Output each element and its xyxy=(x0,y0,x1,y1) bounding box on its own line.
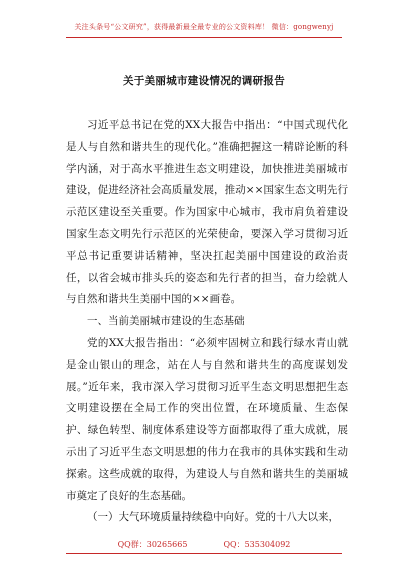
footer-contact xyxy=(0,539,408,550)
subsection-paragraph: （一）大气环境质量持续稳中向好。党的十八大以来， xyxy=(87,511,339,524)
header-divider xyxy=(66,37,342,38)
section-heading: 一、当前美丽城市建设的生态基础 xyxy=(87,315,245,328)
header-banner: 关注头条号“公文研究”，获得最新最全最专业的公文资料库！ 微信：gongwenyj xyxy=(74,23,334,31)
footer-qq-group: QQ群：30265665 xyxy=(117,540,188,549)
intro-paragraph: 习近平总书记在党的XX大报告中指出：“中国式现代化是人与自然和谐共生的现代化。”准确把握这一精辟论断的科学内涵，对于高水平推进生态文明建设，加快推进美丽城市建设，促进经济社会高质量发展，推动××国家生态文明先行示范区建设至关重要。作为国家中心城市，我市肩负着建设国家生态文明先行示范区的光荣使命，要深入学习贯彻习近平总书记重要讲话精神，坚决扛起美丽中国建设的政治责任，以省会城市排头兵的姿态和先行者的担当，奋力绘就人与自然和谐共生美丽中国的××画卷。 xyxy=(66,119,348,306)
footer-divider xyxy=(66,553,342,554)
document-body xyxy=(66,115,348,529)
body-paragraph: 党的XX大报告指出：“必须牢固树立和践行绿水青山就是金山银山的理念，站在人与自然和谐共生的高度谋划发展。”近年来，我市深入学习贯彻习近平生态文明思想把生态文明建设摆在全局工作的突出位置，在环境质量、生态保护、绿色转型、制度体系建设等方面都取得了重大成就，展示出了习近平生态文明思想的伟力在我市的具体实践和生动探索。这些成就的取得，为建设人与自然和谐共生的美丽城市奠定了良好的生态基础。 xyxy=(66,336,348,502)
footer-qq: QQ：535304092 xyxy=(223,540,291,549)
document-title: 关于美丽城市建设情况的调研报告 xyxy=(123,75,285,87)
